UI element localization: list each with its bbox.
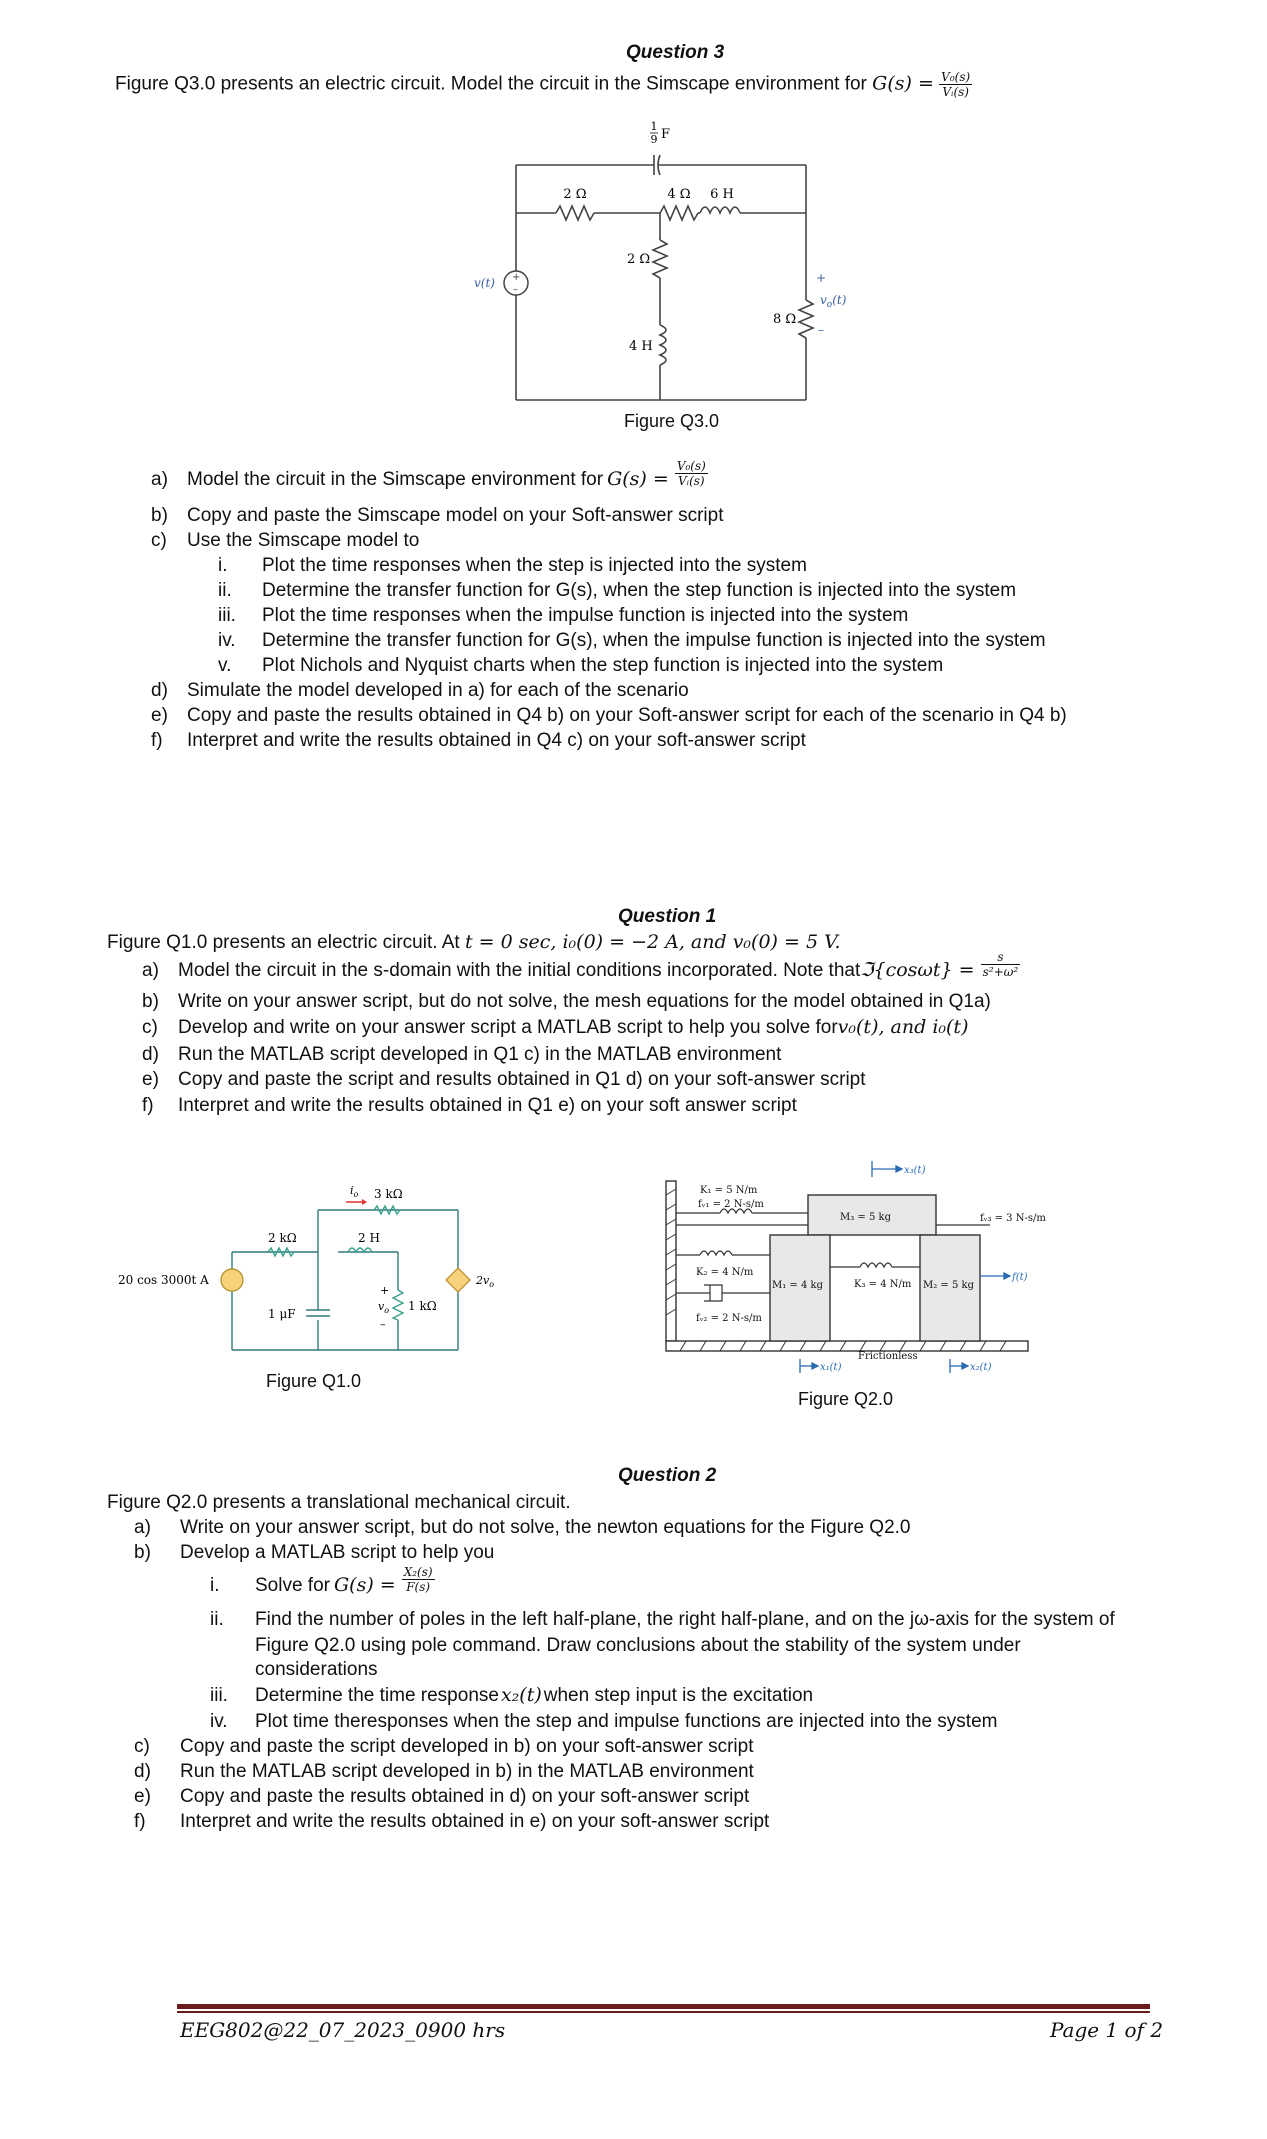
svg-text:–: – [513,284,518,295]
footer-rule [177,2004,1150,2009]
label-src: v(t) [474,276,495,290]
q3-g-fraction: $\frac{\text{V₀(s)}}{\text{Vᵢ(s)}}$ [941,70,971,99]
svg-text:–: – [380,1318,386,1331]
label-r4: 8 Ω [773,312,797,327]
q2-item-a: a) Write on your answer script, but do not solve, the newton equations for the Figure Q2.0 [134,1517,911,1538]
q3-item-b: b) Copy and paste the Simscape model on your Soft-answer script [151,505,724,526]
q1-item-a: a) Model the circuit in the s-domain with the initial conditions incorporated. Note that ℑ{cosωt} = $\frac{s}{\text{s²+ω²}}$ [142,950,1019,981]
q2-item-c: c) Copy and paste the script developed in b) on your soft-answer script [134,1736,754,1757]
q3-sub-i: i. Plot the time responses when the step is injected into the system [218,555,807,576]
footer-left: EEG802@22_07_2023_0900 hrs [180,2018,506,2042]
q1-title: Question 1 [618,906,717,927]
svg-text:2 H: 2 H [358,1231,380,1245]
svg-text:x₁(t): x₁(t) [820,1362,842,1373]
q3-title: Question 3 [626,42,725,63]
q2-item-d: d) Run the MATLAB script developed in b) in the MATLAB environment [134,1761,754,1782]
current-source-icon [221,1269,243,1291]
figure-q2-caption: Figure Q2.0 [798,1389,894,1409]
svg-text:1 kΩ: 1 kΩ [408,1299,437,1313]
q3-item-d: d) Simulate the model developed in a) for each of the scenario [151,680,689,701]
q3-intro-text: Figure Q3.0 presents an electric circuit. Model the circuit in the Simscape environment for [115,73,873,95]
figure-q3-caption: Figure Q3.0 [624,411,720,431]
q1-item-f: f) Interpret and write the results obtained in Q1 e) on your soft answer script [142,1095,797,1116]
q3-item-c: c) Use the Simscape model to [151,530,420,551]
q2-item-b: b) Develop a MATLAB script to help you [134,1542,495,1563]
label-r3: 2 Ω [627,252,651,267]
q1-item-c: c) Develop and write on your answer script a MATLAB script to help you solve for v₀(t), and i₀(t) [142,1016,969,1038]
figure-q1-circuit [118,1170,528,1370]
svg-text:x₂(t): x₂(t) [970,1362,992,1373]
label-q1-src: 20 cos 3000t A [118,1273,209,1287]
q3-intro [115,70,972,99]
q3-sub-v: v. Plot Nichols and Nyquist charts when the step function is injected into the system [218,655,944,676]
figure-q3-circuit [460,110,847,410]
svg-text:K₃ = 4 N/m: K₃ = 4 N/m [854,1279,912,1290]
q1-intro: Figure Q1.0 presents an electric circuit. At t = 0 sec, i₀(0) = −2 A, and v₀(0) = 5 V. [107,931,841,953]
q2-sub-ii: ii. Find the number of poles in the left half-plane, the right half-plane, and on the jω-axis for the system of [210,1609,1115,1630]
svg-text:K₁ = 5 N/m: K₁ = 5 N/m [700,1185,758,1196]
q1-item-e: e) Copy and paste the script and results obtained in Q1 d) on your soft-answer script [142,1069,866,1090]
svg-text:2vo: $2v_o$ [476,1274,495,1289]
cap-label-num: 1 [650,120,658,133]
q3-sub-iii: iii. Plot the time responses when the impulse function is injected into the system [218,605,909,626]
svg-text:+: + [380,1284,390,1297]
svg-text:+: + [816,271,827,285]
footer-page-number: Page 1 of 2 [1050,2018,1164,2042]
figure-q2-mechanical [660,1155,1110,1380]
q3-sub-ii: ii. Determine the transfer function for G(s), when the step function is injected into the system [218,580,1017,601]
svg-text:2 kΩ: 2 kΩ [268,1231,297,1245]
svg-text:K₂ = 4 N/m: K₂ = 4 N/m [696,1267,754,1278]
svg-text:x₃(t): x₃(t) [904,1165,926,1176]
q2-item-f: f) Interpret and write the results obtained in e) on your soft-answer script [134,1811,770,1832]
cap-label-den: 9 [650,133,658,146]
q2-intro: Figure Q2.0 presents a translational mechanical circuit. [107,1492,571,1513]
q3-g-lhs: G(s) = [872,72,934,95]
q2-sub-ii-line2: Figure Q2.0 using pole command. Draw conclusions about the stability of the system under [255,1635,1021,1656]
label-l1: 6 H [710,187,734,202]
svg-text:vo: $v_o$ [378,1300,390,1315]
svg-text:+: + [512,272,521,283]
q2-sub-iii: iii. Determine the time response x₂(t) when step input is the excitation [210,1684,814,1706]
q2-item-e: e) Copy and paste the results obtained in d) on your soft-answer script [134,1786,750,1807]
svg-text:1 μF: 1 μF [268,1307,296,1321]
label-r1: 2 Ω [563,187,587,202]
svg-text:Frictionless: Frictionless [858,1351,918,1362]
svg-text:M₁ = 4 kg: M₁ = 4 kg [772,1280,823,1291]
figure-q1-caption: Figure Q1.0 [266,1371,362,1391]
label-r2: 4 Ω [667,187,691,202]
svg-text:fᵥ₁ = 2 N-s/m: fᵥ₁ = 2 N-s/m [698,1199,764,1210]
q3-item-a: a) Model the circuit in the Simscape environment for G(s) = $\frac{\text{V₀(s)}}{\text{Vᵢ(s)}}$ [151,459,706,490]
footer-rule-thin [177,2011,1150,2013]
q3-item-e: e) Copy and paste the results obtained in Q4 b) on your Soft-answer script for each of the scenario in Q4 b) [151,705,1067,726]
q2-sub-i: i. Solve for G(s) = $\frac{\text{X₂(s)}}{F(s)}$ [210,1565,433,1596]
svg-text:f(t): f(t) [1012,1272,1028,1283]
dependent-source-icon [446,1268,470,1292]
q3-item-f: f) Interpret and write the results obtained in Q4 c) on your soft-answer script [151,730,806,751]
label-l2: 4 H [629,339,653,354]
svg-text:3 kΩ: 3 kΩ [374,1187,403,1201]
q3-sub-iv: iv. Determine the transfer function for G(s), when the impulse function is injected into the system [218,630,1046,651]
q1-item-d: d) Run the MATLAB script developed in Q1 c) in the MATLAB environment [142,1044,782,1065]
svg-text:M₂ = 5 kg: M₂ = 5 kg [923,1280,974,1291]
cap-label-unit: F [661,127,671,142]
q2-sub-ii-line3: considerations [255,1659,378,1680]
label-out: $v_o(t)$ [820,293,847,310]
q2-sub-iv: iv. Plot time theresponses when the step and impulse functions are injected into the system [210,1711,998,1732]
svg-text:–: – [818,323,824,337]
svg-text:io: $i_o$ [350,1184,359,1199]
svg-text:M₃ = 5 kg: M₃ = 5 kg [840,1212,891,1223]
q2-title: Question 2 [618,1465,717,1486]
svg-text:fᵥ₃ = 3 N-s/m: fᵥ₃ = 3 N-s/m [980,1213,1046,1224]
q1-item-b: b) Write on your answer script, but do not solve, the mesh equations for the model obtained in Q1a) [142,991,991,1012]
svg-text:fᵥ₂ = 2 N-s/m: fᵥ₂ = 2 N-s/m [696,1313,762,1324]
